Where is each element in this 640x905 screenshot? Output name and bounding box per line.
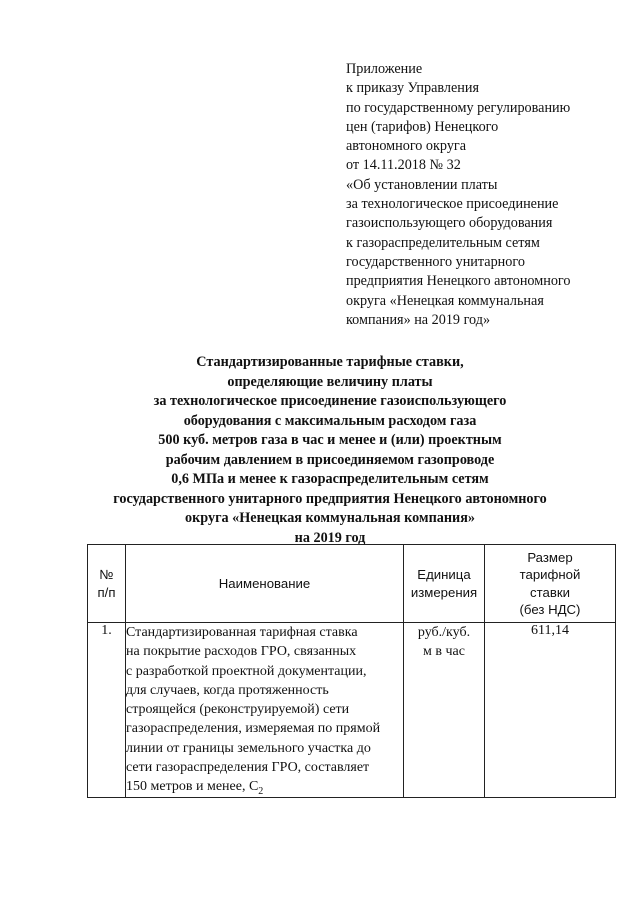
appendix-line: «Об установлении платы	[346, 176, 498, 193]
appendix-line: по государственному регулированию	[346, 99, 571, 116]
title-line: государственного унитарного предприятия Ненецкого автономного	[113, 490, 547, 507]
header-num: № п/п	[88, 545, 126, 623]
appendix-line: предприятия Ненецкого автономного	[346, 273, 571, 290]
header-rate: Размер тарифной ставки (без НДС)	[485, 545, 616, 623]
tariff-rates-table	[87, 544, 616, 798]
header-unit: Единица измерения	[404, 545, 485, 623]
appendix-line: к приказу Управления	[346, 80, 480, 97]
row-rate-value: 611,14	[485, 623, 616, 798]
title-line: Стандартизированные тарифные ставки,	[196, 354, 464, 370]
title-line: округа «Ненецкая коммунальная компания»	[185, 510, 475, 526]
title-line: определяющие величину платы	[227, 373, 433, 390]
appendix-line: государственного унитарного	[346, 253, 525, 270]
row-name-last-line: 150 метров и менее, $C_2$	[126, 779, 264, 798]
appendix-block	[346, 60, 616, 330]
title-line: за технологическое присоединение газоиспользующего	[153, 393, 507, 409]
appendix-line: цен (тарифов) Ненецкого	[346, 118, 499, 135]
appendix-line: Приложение	[346, 61, 423, 77]
title-line: 0,6 МПа и менее к газораспределительным сетям	[171, 471, 489, 487]
row-number: 1.	[88, 623, 126, 798]
header-name: Наименование	[126, 545, 404, 623]
title-line: на 2019 год	[294, 529, 366, 546]
appendix-line: газоиспользующего оборудования	[346, 215, 553, 232]
appendix-line: автономного округа	[346, 138, 467, 155]
appendix-line: компания» на 2019 год»	[346, 311, 491, 328]
title-line: оборудования с максимальным расходом газа	[183, 412, 477, 429]
appendix-line: к газораспределительным сетям	[346, 234, 540, 251]
appendix-line: за технологическое присоединение	[346, 196, 559, 213]
table-row	[88, 623, 616, 798]
appendix-line: округа «Ненецкая коммунальная	[346, 292, 544, 309]
row-name: Стандартизированная тарифная ставка на покрытие расходов ГРО, связанных с разработкой проектной документации, для случаев, когда протяженность строящейся (реконструируемой) сети газораспределения, измеряемая по прямой линии от границы земельного участка до сети газораспределения ГРО, составляет 150 метров и менее, $C_2$	[126, 623, 404, 798]
table-header-row	[88, 545, 616, 623]
row-unit: руб./куб. м в час	[404, 623, 485, 798]
title-line: рабочим давлением в присоединяемом газопроводе	[165, 451, 495, 468]
document-title	[80, 353, 580, 548]
title-line: 500 куб. метров газа в час и менее и (или) проектным	[158, 432, 502, 448]
appendix-line: от 14.11.2018 № 32	[346, 157, 461, 174]
